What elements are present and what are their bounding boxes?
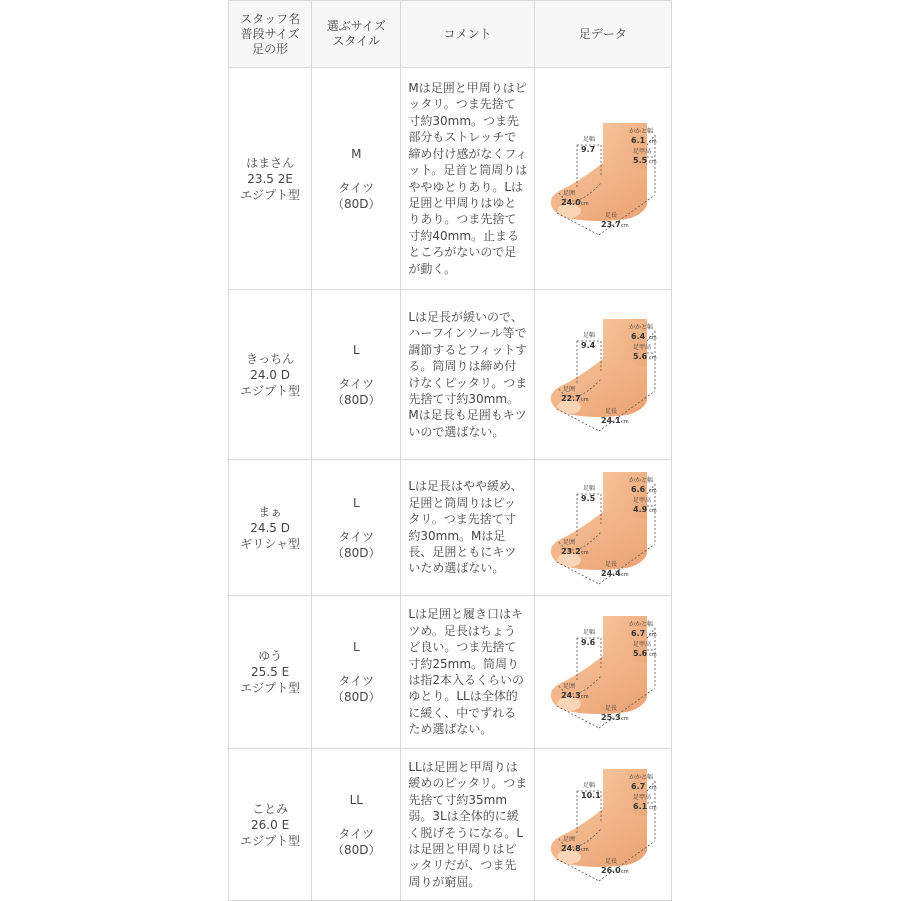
- unit-instep: cm: [648, 804, 657, 811]
- label-length: 足長: [604, 407, 617, 415]
- label-girth: 足囲: [562, 835, 575, 843]
- unit-girth: cm: [580, 694, 589, 700]
- value-width: 9.4: [580, 340, 595, 350]
- style-label: タイツ: [338, 180, 375, 195]
- unit-girth: cm: [580, 846, 589, 853]
- label-instep: 足甲高: [632, 147, 651, 155]
- label-heel-width: かかと幅: [628, 127, 653, 135]
- style-denier: （80D）: [332, 392, 381, 407]
- foot-shape: エジプト型: [240, 383, 301, 398]
- staff-name: ことみ: [252, 801, 289, 816]
- table-header-row: [229, 1, 672, 68]
- unit-heel: cm: [648, 784, 657, 791]
- comment-cell: Lは足長はやや緩め、足囲と筒周りはピッタリ。つま先捨て寸約30mm。Mは足長、足囲ともにキツいため選ばない。: [401, 460, 534, 596]
- header-staff: [229, 1, 312, 68]
- staff-cell: [229, 460, 312, 596]
- style-label: タイツ: [338, 529, 375, 544]
- size-cell: [312, 290, 401, 460]
- style-denier: （80D）: [332, 842, 381, 857]
- size-cell: [312, 68, 401, 290]
- staff-cell: [229, 290, 312, 460]
- unit-girth: cm: [580, 549, 589, 556]
- size-cell: [312, 460, 401, 596]
- unit-length: cm: [620, 418, 629, 425]
- header-size: [312, 1, 401, 68]
- value-heel-width: 6.6: [630, 484, 645, 494]
- table-row: [229, 596, 672, 749]
- label-width: 足幅: [582, 629, 595, 636]
- label-girth: 足囲: [562, 538, 575, 546]
- foot-shape: ギリシャ型: [240, 536, 300, 551]
- table-row: [229, 460, 672, 596]
- value-instep: 5.5: [632, 155, 647, 165]
- style-denier: （80D）: [332, 196, 381, 211]
- value-instep: 4.9: [632, 504, 647, 514]
- usual-size: 24.5 D: [250, 520, 290, 535]
- label-instep: 足甲高: [632, 496, 651, 504]
- value-girth: 22.7: [560, 393, 581, 403]
- label-instep: 足甲高: [632, 343, 651, 351]
- staff-name: ゆう: [258, 649, 283, 663]
- foot-shape: エジプト型: [240, 681, 301, 695]
- foot-illustration: [543, 317, 663, 433]
- unit-instep: cm: [648, 354, 657, 361]
- value-heel-width: 6.4: [630, 331, 645, 341]
- header-comment: コメント: [401, 1, 534, 68]
- foot-data-cell: [534, 596, 671, 749]
- label-girth: 足囲: [562, 385, 575, 393]
- value-heel-width: 6.1: [630, 135, 645, 145]
- foot-shape: エジプト型: [240, 833, 301, 848]
- value-width: 9.5: [580, 493, 595, 503]
- foot-data-cell: [534, 460, 671, 596]
- label-girth: 足囲: [562, 189, 575, 197]
- picked-size: LL: [349, 792, 363, 807]
- header-size-line: スタイル: [332, 34, 381, 48]
- value-width: 9.7: [580, 144, 595, 154]
- foot-data-cell: [534, 749, 671, 901]
- foot-illustration: [543, 121, 663, 237]
- unit-heel: cm: [648, 334, 657, 341]
- table-row: [229, 290, 672, 460]
- header-size-line: 選ぶサイズ: [326, 19, 386, 33]
- style-denier: （80D）: [332, 545, 381, 560]
- usual-size: 24.0 D: [250, 367, 290, 382]
- style-label: タイツ: [338, 674, 375, 688]
- staff-cell: [229, 749, 312, 901]
- unit-length: cm: [620, 571, 629, 578]
- value-length: 25.3: [600, 713, 621, 722]
- style-denier: （80D）: [332, 690, 381, 704]
- unit-girth: cm: [580, 200, 589, 207]
- unit-heel: cm: [648, 138, 657, 145]
- usual-size: 26.0 E: [251, 817, 290, 832]
- picked-size: L: [352, 495, 360, 510]
- usual-size: 25.5 E: [251, 665, 290, 679]
- comment-cell: LLは足囲と甲周りは緩めのピッタリ。つま先捨て寸約35mm弱。3Lは全体的に緩く脱げそうになる。Lは足囲と甲周りはピッタリだが、つま先周りが窮屈。: [401, 749, 534, 901]
- label-heel-width: かかと幅: [628, 476, 653, 484]
- value-instep: 5.6: [632, 351, 647, 361]
- value-length: 23.7: [600, 219, 621, 229]
- value-heel-width: 6.7: [630, 629, 645, 638]
- foot-data-cell: [534, 290, 671, 460]
- foot-shape: エジプト型: [240, 187, 301, 202]
- label-heel-width: かかと幅: [628, 323, 653, 331]
- label-width: 足幅: [582, 135, 595, 143]
- unit-girth: cm: [580, 396, 589, 403]
- unit-instep: cm: [648, 652, 657, 658]
- label-length: 足長: [604, 857, 617, 865]
- staff-name: きっちん: [246, 351, 295, 366]
- table-row: [229, 68, 672, 290]
- size-cell: [312, 596, 401, 749]
- value-girth: 23.2: [560, 546, 581, 556]
- staff-size-table: [228, 0, 672, 901]
- unit-instep: cm: [648, 158, 657, 165]
- value-instep: 5.6: [632, 649, 647, 658]
- label-heel-width: かかと幅: [628, 621, 653, 628]
- label-instep: 足甲高: [632, 641, 651, 648]
- value-girth: 24.8: [560, 843, 581, 853]
- size-cell: [312, 749, 401, 901]
- picked-size: M: [351, 146, 362, 161]
- header-staff-line: 普段サイズ: [240, 26, 300, 41]
- foot-data-cell: [534, 68, 671, 290]
- label-instep: 足甲高: [632, 793, 651, 801]
- unit-length: cm: [620, 222, 629, 229]
- staff-cell: [229, 596, 312, 749]
- staff-cell: [229, 68, 312, 290]
- header-staff-line: スタッフ名: [240, 11, 301, 26]
- usual-size: 23.5 2E: [247, 171, 293, 186]
- unit-heel: cm: [648, 487, 657, 494]
- value-girth: 24.3: [560, 691, 581, 700]
- picked-size: L: [352, 342, 360, 357]
- label-heel-width: かかと幅: [628, 773, 653, 781]
- staff-name: まぁ: [258, 504, 283, 519]
- value-width: 10.1: [580, 790, 601, 800]
- foot-illustration: [543, 470, 663, 586]
- comment-cell: Lは足長が緩いので、ハーフインソール等で調節するとフィットする。筒周りは締め付けなくピッタリ。つま先捨て寸約30mm。Mは足長も足囲もキツいので選ばない。: [401, 290, 534, 460]
- unit-length: cm: [620, 716, 629, 722]
- unit-instep: cm: [648, 507, 657, 514]
- value-girth: 24.0: [560, 197, 581, 207]
- label-width: 足幅: [582, 331, 595, 339]
- style-label: タイツ: [338, 376, 375, 391]
- comment-cell: Mは足囲と甲周りはピッタリ。つま先捨て寸約30mm。つま先部分もストレッチで締め付け感がなくフィット。足首と筒周りはややゆとりあり。Lは足囲と甲周りはゆとりあり。つま先捨て寸約40mm。止まるところがないので足が動く。: [401, 68, 534, 290]
- label-girth: 足囲: [562, 683, 575, 690]
- picked-size: L: [352, 640, 360, 654]
- table-row: [229, 749, 672, 901]
- label-length: 足長: [604, 705, 617, 712]
- header-foot-data: 足データ: [534, 1, 671, 68]
- label-length: 足長: [604, 560, 617, 568]
- foot-illustration: [543, 767, 663, 883]
- unit-length: cm: [620, 868, 629, 875]
- value-length: 24.4: [600, 568, 621, 578]
- value-instep: 6.1: [632, 801, 647, 811]
- foot-illustration: [543, 614, 663, 730]
- value-length: 24.1: [600, 415, 621, 425]
- value-width: 9.6: [580, 638, 595, 647]
- unit-heel: cm: [648, 632, 657, 638]
- staff-name: はまさん: [246, 155, 295, 170]
- label-width: 足幅: [582, 781, 595, 789]
- value-length: 26.0: [600, 865, 621, 875]
- label-length: 足長: [604, 211, 617, 219]
- style-label: タイツ: [338, 826, 375, 841]
- header-staff-line: 足の形: [252, 41, 289, 56]
- value-heel-width: 6.7: [630, 781, 645, 791]
- comment-cell: Lは足囲と履き口はキツめ。足長はちょうど良い。つま先捨て寸約25mm。筒周りは指2本入るくらいのゆとり。LLは全体的に緩く、中でずれるため選ばない。: [401, 596, 534, 749]
- label-width: 足幅: [582, 484, 595, 492]
